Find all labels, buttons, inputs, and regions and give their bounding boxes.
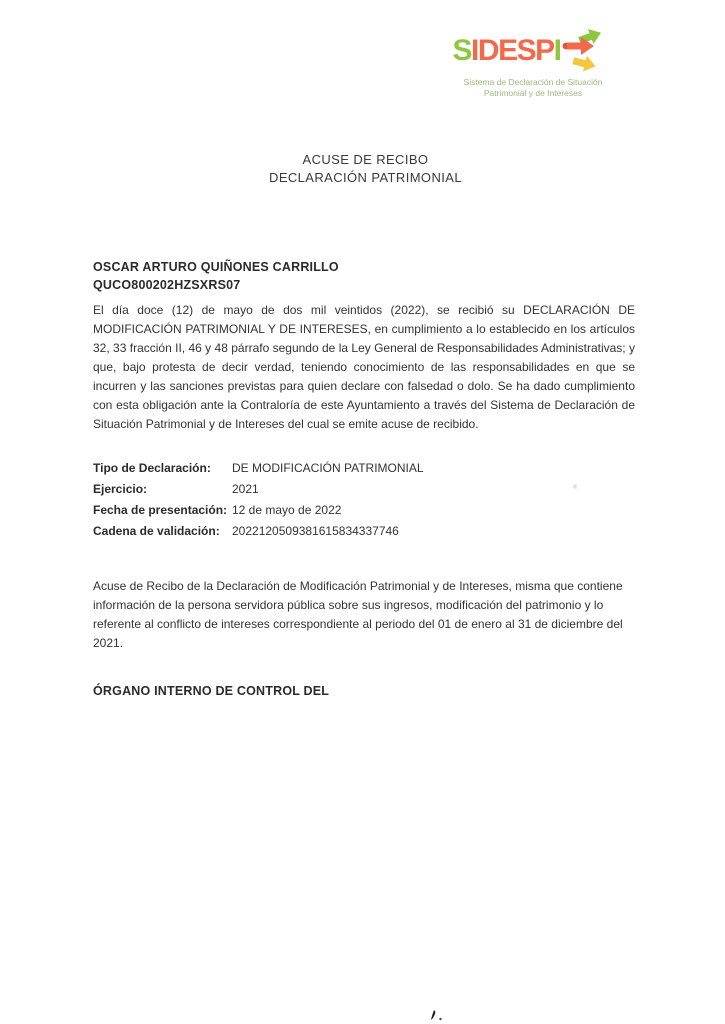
logo-letter: S <box>452 33 472 67</box>
document-title <box>0 151 725 187</box>
logo-tagline-line1: Sistema de Declaración de Situación <box>463 77 603 87</box>
declarant-block <box>93 258 339 294</box>
detail-value: 2021 <box>232 482 259 496</box>
reception-paragraph: El día doce (12) de mayo de dos mil veintidos (2022), se recibió su DECLARACIÓN DE MODIFICACIÓN PATRIMONIAL Y DE INTERESES, en cumplimiento a lo establecido en los artículos 32, 33 fracción II, 46 y 48 párrafo segundo de la Ley General de Responsabilidades Administrativas; y que, bajo protesta de decir verdad, teniendo conocimiento de las responsabilidades en que se incurren y las sanciones previstas para quien declare con falsedad o dolo. Se ha dado cumplimiento con esta obligación ante la Contraloría de este Ayuntamiento a través del Sistema de Declaración de Situación Patrimonial y de Intereses del cual se emite acuse de recibido. <box>93 303 635 431</box>
detail-label: Ejercicio: <box>93 482 148 496</box>
detail-value: 2022120509381615834337746 <box>232 524 399 538</box>
triple-right-arrows-icon <box>561 18 613 77</box>
scan-speck <box>572 483 578 490</box>
detail-row-fecha <box>93 500 424 521</box>
detail-row-tipo <box>93 458 424 479</box>
ink-mark <box>427 1008 449 1024</box>
detail-value: DE MODIFICACIÓN PATRIMONIAL <box>232 461 424 475</box>
detail-row-ejercicio <box>93 479 424 500</box>
logo-letter: S <box>516 33 536 67</box>
detail-value: 12 de mayo de 2022 <box>232 503 342 517</box>
sidespi-wordmark <box>452 33 561 67</box>
summary-paragraph: Acuse de Recibo de la Declaración de Modificación Patrimonial y de Intereses, misma que contiene información de la persona servidora pública sobre sus ingresos, modificación del patrimonio y lo referente al conflicto de intereses correspondiente al periodo del 01 de enero al 31 de diciembre del 2021. <box>93 579 623 650</box>
logo-letter: E <box>498 33 517 67</box>
document-title-line2: DECLARACIÓN PATRIMONIAL <box>269 170 462 185</box>
detail-label: Tipo de Declaración: <box>93 461 211 475</box>
declarant-id: QUCO800202HZSXRS07 <box>93 278 241 292</box>
detail-row-cadena <box>93 521 424 542</box>
detail-label: Cadena de validación: <box>93 524 220 538</box>
organo-interno-heading: ÓRGANO INTERNO DE CONTROL DEL <box>93 684 330 698</box>
declaration-details <box>93 458 424 542</box>
logo-tagline-line2: Patrimonial y de Intereses <box>483 88 583 98</box>
sidespi-logo <box>444 24 622 99</box>
logo-tagline <box>444 77 622 99</box>
document-title-line1: ACUSE DE RECIBO <box>302 152 429 167</box>
detail-label: Fecha de presentación: <box>93 503 228 517</box>
declarant-name: OSCAR ARTURO QUIÑONES CARRILLO <box>93 260 339 274</box>
logo-letter: D <box>477 33 499 67</box>
logo-letter: I <box>553 33 561 67</box>
sidespi-logo-row <box>444 24 622 77</box>
logo-letter: P <box>535 33 554 67</box>
logo-letter: I <box>471 33 478 67</box>
